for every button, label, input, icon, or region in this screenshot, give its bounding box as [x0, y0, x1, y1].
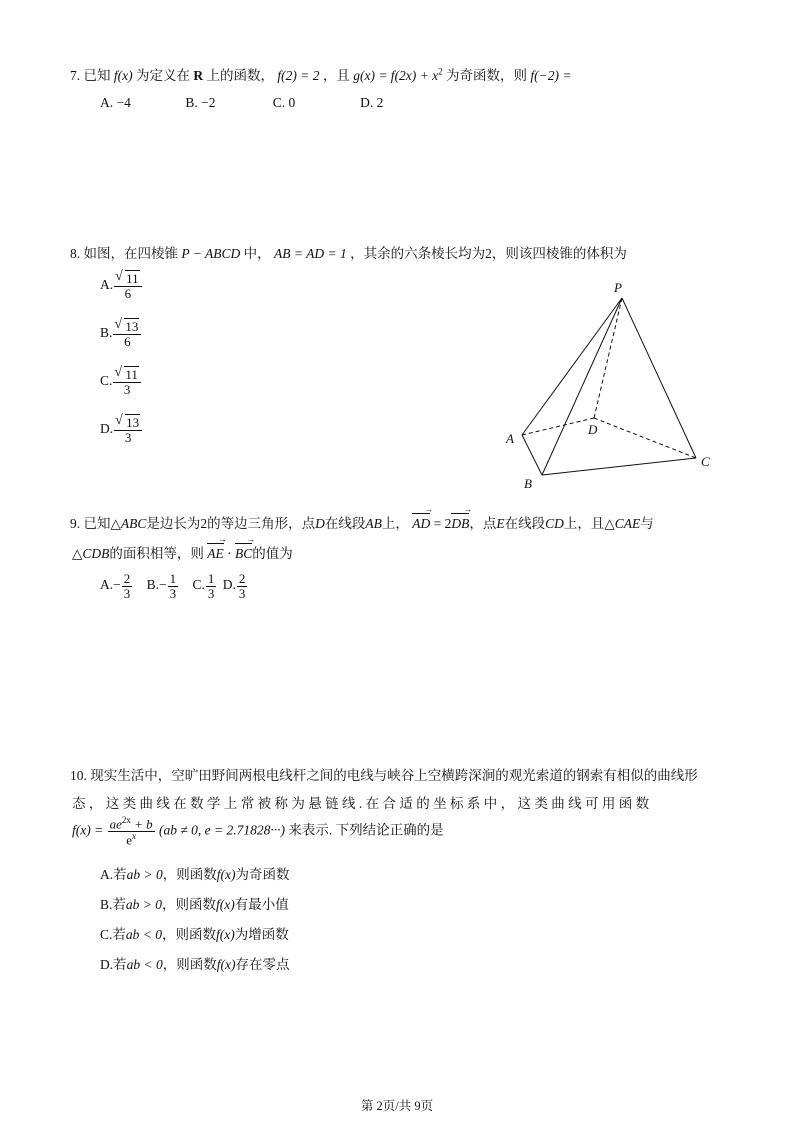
text: 如图，在四棱锥 — [83, 246, 178, 261]
text: 的值为 — [252, 546, 293, 561]
text: 上，且△ — [563, 516, 615, 531]
option-a[interactable]: A. −4 — [100, 95, 131, 110]
math: = 2 — [433, 516, 452, 531]
text: 态 ， 这 类 曲 线 在 数 学 上 常 被 称 为 悬 链 线 . 在 合 适 的 坐 标 系 中 ， 这 类 曲 线 可 用 函 数 — [72, 796, 650, 811]
option-b[interactable] — [147, 572, 180, 600]
text: 现实生活中，空旷田野间两根电线杆之间的电线与峡谷上空横跨深涧的观光索道的钢索有相似的曲线形 — [90, 768, 698, 783]
text: 来表示. 下列结论正确的是 — [288, 822, 444, 838]
text: 存在零点 — [235, 957, 290, 972]
text: 与 — [640, 516, 654, 531]
option-a[interactable] — [100, 863, 289, 883]
edge-pd — [594, 298, 622, 418]
label-p: P — [614, 280, 622, 295]
option-d[interactable] — [223, 572, 249, 600]
option-letter: D. — [222, 577, 236, 593]
option-c[interactable] — [193, 572, 218, 600]
text: ，其余的六条棱长均为2，则该四棱锥的体积为 — [350, 246, 627, 261]
math: f(x) — [216, 897, 235, 912]
text: △ — [72, 546, 83, 561]
option-letter: B. — [146, 577, 160, 593]
text: A.若 — [100, 867, 127, 882]
text: 为奇函数 — [235, 867, 290, 882]
math: ab < 0 — [125, 927, 163, 942]
label-c: C — [701, 454, 710, 469]
fraction — [168, 572, 179, 600]
text: 的面积相等，则 — [109, 546, 204, 561]
option-letter: C. — [192, 577, 205, 593]
question-number: 7. — [70, 68, 81, 83]
math: e — [126, 832, 133, 848]
math: ab > 0 — [126, 867, 163, 882]
denominator: 6 — [124, 333, 131, 349]
radicand: 11 — [126, 271, 139, 286]
sign: − — [159, 577, 167, 593]
option-letter: D. — [100, 421, 114, 437]
text: ，则函数 — [162, 957, 217, 972]
option-letter: A. — [100, 577, 114, 593]
text: ，则函数 — [162, 897, 217, 912]
math: AB = AD = 1 — [274, 246, 347, 261]
denominator: 6 — [124, 285, 132, 301]
text: 是边长为2的等边三角形，点 — [146, 516, 316, 531]
question-10-line1 — [70, 764, 698, 784]
fraction — [114, 272, 142, 300]
text: 为增函数 — [234, 927, 289, 942]
math: f(x) — [216, 927, 235, 942]
math: ABC — [120, 516, 147, 531]
option-d[interactable] — [100, 953, 289, 973]
math-exponent: 2 — [438, 66, 443, 77]
text: 已知△ — [83, 516, 121, 531]
question-number: 9. — [70, 516, 81, 531]
question-9-stem-line1 — [70, 512, 654, 532]
denominator: 3 — [124, 429, 132, 445]
text: 上的函数， — [206, 68, 274, 83]
text: ，且 — [322, 68, 350, 83]
option-c[interactable]: C. 0 — [272, 95, 296, 110]
text: 在线段 — [324, 516, 366, 531]
math: f(x) — [216, 957, 236, 972]
edge-pb — [542, 298, 622, 475]
radicand: 11 — [125, 367, 138, 382]
math: CD — [545, 516, 564, 531]
math: P − ABCD — [181, 246, 241, 261]
fraction — [108, 816, 155, 847]
option-a[interactable] — [100, 572, 133, 600]
denominator: 3 — [169, 585, 177, 601]
numerator: 1 — [169, 571, 177, 586]
option-letter: C. — [100, 373, 113, 389]
vector-ad: AD → — [412, 516, 430, 532]
pyramid-figure — [500, 280, 730, 490]
fraction — [206, 572, 217, 600]
numerator: 2 — [238, 571, 246, 586]
text: B.若 — [100, 897, 126, 912]
question-10-line2 — [72, 792, 649, 812]
math: D — [315, 516, 325, 531]
math-exponent: x — [132, 830, 137, 841]
fraction — [114, 416, 142, 444]
math: ab < 0 — [126, 957, 163, 972]
math: CAE — [614, 516, 641, 531]
fraction — [113, 320, 141, 348]
label-d: D — [588, 422, 598, 437]
text: ，点 — [469, 516, 497, 531]
numerator: 1 — [207, 571, 215, 586]
math: f(x) — [216, 867, 236, 882]
question-9-options — [100, 572, 248, 600]
math: ab > 0 — [125, 897, 163, 912]
math: (ab ≠ 0, e = 2.71828···) — [159, 822, 286, 838]
math: f(x) — [113, 68, 133, 83]
math: E — [496, 516, 505, 531]
vector-db: DB → — [451, 516, 469, 532]
math: AB — [365, 516, 382, 531]
option-d[interactable] — [100, 416, 143, 444]
fraction — [113, 368, 141, 396]
option-d[interactable]: D. 2 — [360, 95, 384, 110]
text: 有最小值 — [234, 897, 289, 912]
page-footer: 第 2页/共 9页 — [360, 1099, 434, 1113]
question-9-stem-line2 — [72, 542, 293, 562]
math: ae — [109, 816, 122, 832]
question-7-stem — [70, 64, 572, 84]
question-10-formula-line — [72, 816, 444, 847]
radicand: 13 — [126, 415, 140, 430]
math: f(x) = — [72, 822, 104, 838]
question-8-stem — [70, 242, 627, 262]
vector-bc: BC → — [235, 546, 252, 562]
text: ，则函数 — [162, 927, 217, 942]
denominator: 3 — [207, 585, 215, 601]
denominator: 3 — [123, 381, 131, 397]
text: 在线段 — [504, 516, 546, 531]
edge-ab — [522, 435, 542, 475]
math: CDB — [82, 546, 110, 561]
option-b[interactable] — [100, 320, 142, 348]
option-a[interactable] — [100, 272, 143, 300]
math: + b — [130, 816, 153, 832]
vector-ae: AE → — [207, 546, 224, 562]
option-letter: B. — [100, 325, 113, 341]
option-letter: A. — [100, 277, 114, 293]
fraction — [237, 572, 248, 600]
text: 上， — [381, 516, 409, 531]
fraction — [122, 572, 133, 600]
sign: − — [113, 577, 121, 593]
denominator: 3 — [238, 585, 246, 601]
math: f(2) = 2 — [277, 68, 320, 83]
label-a: A — [506, 431, 514, 446]
question-number: 8. — [70, 246, 81, 261]
math: · — [227, 546, 232, 561]
label-b: B — [524, 476, 532, 490]
math-exponent: 2x — [121, 815, 131, 825]
text: 中， — [243, 246, 271, 261]
math: g(x) = f(2x) + x — [353, 68, 439, 83]
text: C.若 — [100, 927, 126, 942]
option-c[interactable] — [100, 368, 142, 396]
text: ，则函数 — [162, 867, 217, 882]
edge-pa — [522, 298, 622, 435]
option-c[interactable] — [100, 923, 289, 943]
option-b[interactable]: B. −2 — [185, 95, 216, 110]
edge-bc — [542, 458, 696, 475]
text: 为奇函数，则 — [446, 68, 528, 83]
edge-pc — [622, 298, 696, 458]
text: 为定义在 — [135, 68, 190, 83]
numerator: 2 — [123, 571, 131, 586]
text: 已知 — [83, 68, 111, 83]
question-7-options — [100, 95, 383, 111]
math: f(−2) = — [530, 68, 572, 83]
text: D.若 — [100, 957, 127, 972]
denominator: 3 — [123, 585, 131, 601]
radicand: 13 — [125, 319, 139, 334]
math: R — [193, 68, 204, 83]
question-number: 10. — [70, 768, 87, 783]
option-b[interactable] — [100, 893, 289, 913]
